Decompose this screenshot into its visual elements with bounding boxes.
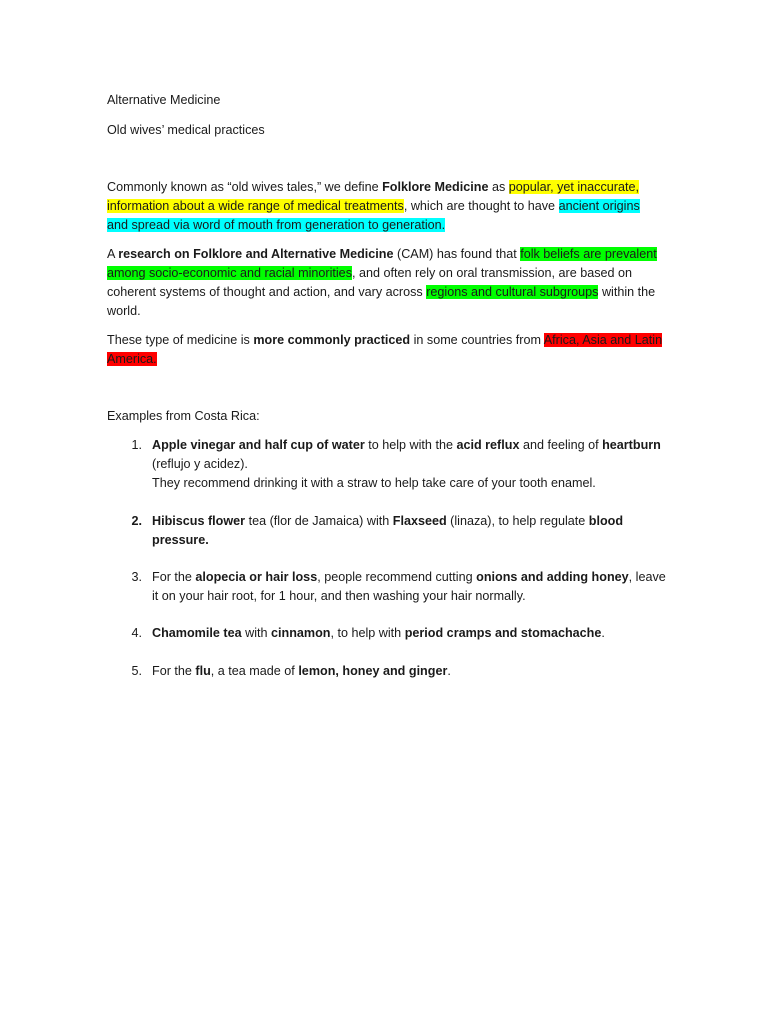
list-number: 2. xyxy=(131,514,142,528)
list-item-1-line-1: Apple vinegar and half cup of water to help with the acid reflux and feeling of heartburn xyxy=(152,438,661,452)
p1-line-1: Commonly known as “old wives tales,” we define Folklore Medicine as popular, yet inaccurate, xyxy=(107,180,639,194)
p2-line-1: A research on Folklore and Alternative Medicine (CAM) has found that folk beliefs are prevalent xyxy=(107,247,657,261)
list-item-2-line-1: Hibiscus flower tea (flor de Jamaica) with Flaxseed (linaza), to help regulate blood xyxy=(152,514,624,528)
list-number: 3. xyxy=(131,570,142,584)
highlight-green: among socio-economic and racial minorities xyxy=(107,266,352,280)
list-number: 1. xyxy=(131,438,142,452)
bold-term: more commonly practiced xyxy=(253,333,411,347)
list-item-1-line-3: They recommend drinking it with a straw to help take care of your tooth enamel. xyxy=(152,476,596,490)
highlight-yellow: popular, yet inaccurate, xyxy=(508,180,639,194)
bold-term: research on Folklore and Alternative Medicine xyxy=(118,247,394,261)
list-item-3-line-2: it on your hair root, for 1 hour, and then washing your hair normally. xyxy=(152,589,526,603)
bold-term: Folklore Medicine xyxy=(382,180,489,194)
list-number: 4. xyxy=(131,626,142,640)
list-item-3-line-1: For the alopecia or hair loss, people recommend cutting onions and adding honey, leave xyxy=(152,570,666,584)
p2-line-2: among socio-economic and racial minorities, and often rely on oral transmission, are based on xyxy=(107,266,633,280)
p1-line-3 xyxy=(107,216,445,235)
doc-title: Alternative Medicine xyxy=(107,93,221,107)
p3-line-1: These type of medicine is more commonly practiced in some countries from Africa, Asia and Latin xyxy=(107,333,663,347)
list-number: 5. xyxy=(131,664,142,678)
examples-heading: Examples from Costa Rica: xyxy=(107,409,260,423)
highlight-green: regions and cultural subgroups xyxy=(426,285,599,299)
highlight-red: America. xyxy=(107,352,157,366)
p1-line-2: information about a wide range of medical treatments, which are thought to have ancient origins xyxy=(107,199,640,213)
highlight-cyan: and spread via word of mouth from generation to generation. xyxy=(107,218,446,232)
highlight-red: Africa, Asia and Latin xyxy=(543,333,663,347)
p2-line-4: world. xyxy=(107,304,141,318)
doc-subtitle: Old wives’ medical practices xyxy=(107,123,265,137)
list-item-2-line-2: pressure. xyxy=(152,533,209,547)
list-item-4-line-1: Chamomile tea with cinnamon, to help with period cramps and stomachache. xyxy=(152,626,605,640)
p3-line-2 xyxy=(107,350,157,369)
highlight-yellow: information about a wide range of medical treatments xyxy=(107,199,404,213)
list-item-1-line-2: (reflujo y acidez). xyxy=(152,457,248,471)
list-item-5-line-1: For the flu, a tea made of lemon, honey and ginger. xyxy=(152,664,451,678)
highlight-green: folk beliefs are prevalent xyxy=(520,247,657,261)
p2-line-3: coherent systems of thought and action, and vary across regions and cultural subgroups within the xyxy=(107,285,656,299)
highlight-cyan: ancient origins xyxy=(558,199,640,213)
